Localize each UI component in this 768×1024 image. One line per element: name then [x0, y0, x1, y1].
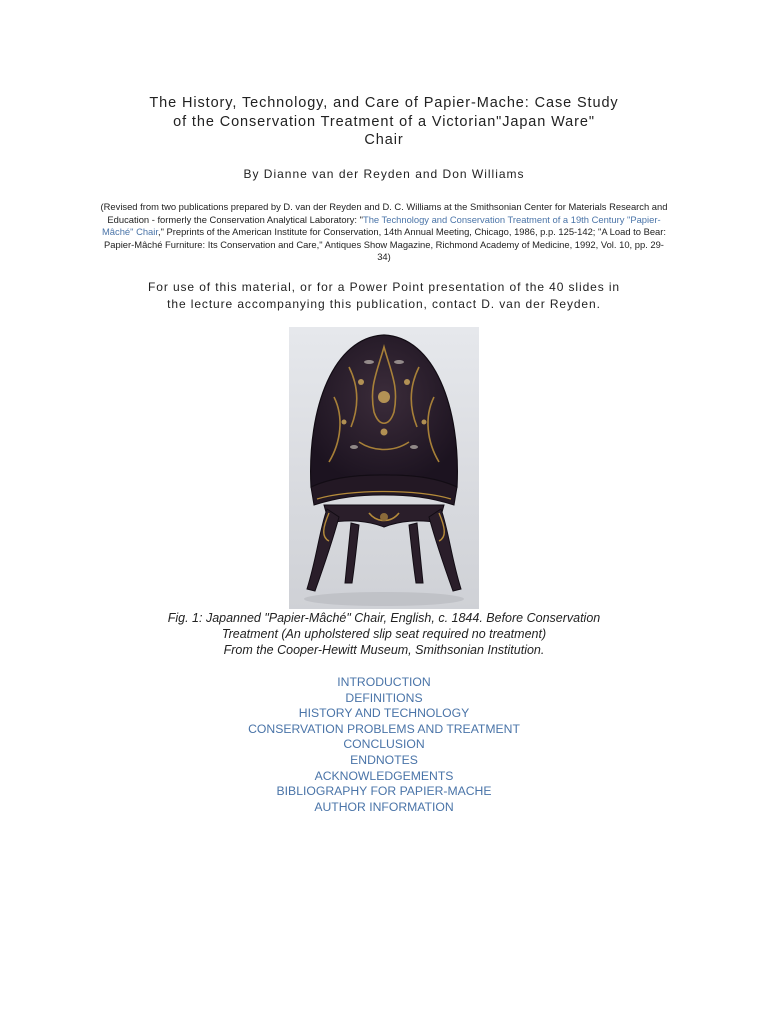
- toc-link-definitions[interactable]: DEFINITIONS: [345, 690, 423, 705]
- technology-paper-link[interactable]: The Technology and Conservation Treatment of a 19th Century "Papier-Mâché" Chair: [102, 213, 661, 238]
- toc-link-acknowledgements[interactable]: ACKNOWLEDGEMENTS: [314, 768, 454, 783]
- caption-line-2: Treatment (An upholstered slip seat required no treatment): [221, 627, 547, 641]
- caption-line-3: From the Cooper-Hewitt Museum, Smithsonian Institution.: [223, 643, 545, 657]
- usage-note: [84, 279, 684, 313]
- author-byline: By Dianne van der Reyden and Don Williams: [243, 167, 525, 181]
- usage-note-line-1: For use of this material, or for a Power Point presentation of the 40 slides in: [148, 280, 620, 294]
- chair-illustration: [289, 327, 479, 609]
- toc-link-endnotes[interactable]: ENDNOTES: [350, 752, 418, 767]
- chair-photograph: [289, 327, 479, 609]
- toc-link-history-and-technology[interactable]: HISTORY AND TECHNOLOGY: [298, 706, 470, 721]
- toc-link-conclusion[interactable]: CONCLUSION: [343, 737, 425, 752]
- toc-link-author-information[interactable]: AUTHOR INFORMATION: [314, 799, 454, 814]
- document-title: [84, 94, 684, 150]
- usage-note-line-2: the lecture accompanying this publication, contact D. van der Reyden.: [167, 297, 601, 311]
- revision-note-text-2: ," Preprints of the American Institute for Conservation, 14th Annual Meeting, Chicago, 1986, p.p. 125-142; "A Load to Bear: Papier-Mâché Furniture: Its Conservation and Care," Antiques Show Magazine, Richmond Academy of Medicine, 1992, Vol. 10, pp. 29-34): [104, 226, 666, 263]
- toc-link-conservation-problems[interactable]: CONSERVATION PROBLEMS AND TREATMENT: [248, 721, 520, 736]
- toc-link-bibliography[interactable]: BIBLIOGRAPHY FOR PAPIER-MACHE: [276, 784, 492, 799]
- title-line-1: The History, Technology, and Care of Papier-Mache: Case Study: [149, 95, 619, 111]
- revision-note-text-1: (Revised from two publications prepared by D. van der Reyden and D. C. Williams at the Smithsonian Center for Materials Research and Education - formerly the Conservation Analytical Laboratory: ": [100, 201, 668, 225]
- figure-caption: [84, 610, 684, 658]
- title-line-3: Chair: [364, 132, 404, 148]
- table-of-contents: [184, 675, 584, 815]
- revision-note: [100, 201, 668, 264]
- title-line-2: of the Conservation Treatment of a Victorian"Japan Ware": [173, 113, 595, 130]
- toc-link-introduction[interactable]: INTRODUCTION: [337, 675, 431, 689]
- caption-line-1: Fig. 1: Japanned "Papier-Mâché" Chair, English, c. 1844. Before Conservation: [167, 611, 601, 625]
